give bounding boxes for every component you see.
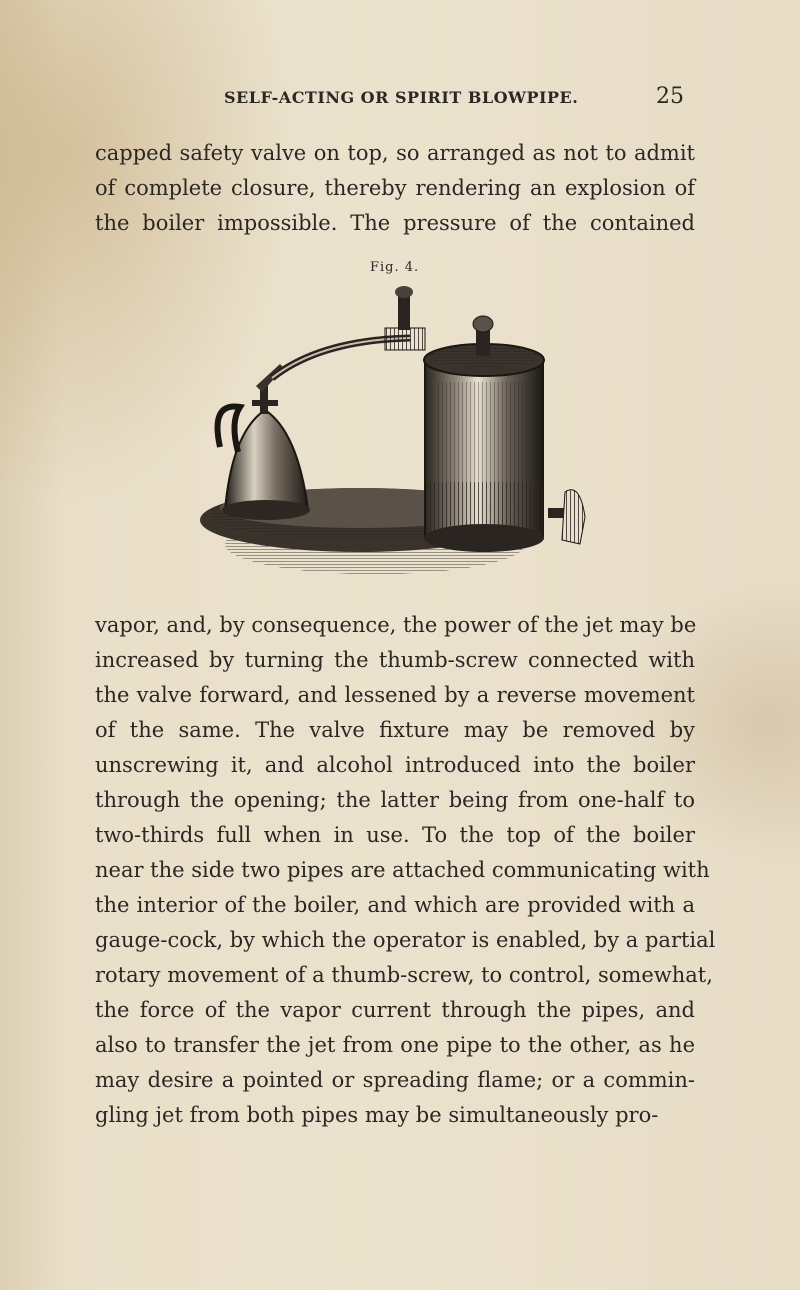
text-line: through the opening; the latter being from one-half to — [95, 788, 695, 812]
text-line: also to transfer the jet from one pipe to the other, as he — [95, 1033, 695, 1057]
text-line: the boiler impossible. The pressure of the contained — [95, 211, 695, 235]
text-line: may desire a pointed or spreading flame; or a commin- — [95, 1068, 695, 1092]
running-head: SELF-ACTING OR SPIRIT BLOWPIPE. — [224, 88, 579, 107]
text-line: the force of the vapor current through the pipes, and — [95, 998, 695, 1022]
text-line: of the same. The valve fixture may be removed by — [95, 718, 695, 742]
text-line: the valve forward, and lessened by a reverse movement — [95, 683, 695, 707]
text-line: rotary movement of a thumb-screw, to control, somewhat, — [95, 963, 713, 987]
text-line: gauge-cock, by which the operator is enabled, by a partial — [95, 928, 716, 952]
page-number: 25 — [656, 84, 684, 109]
text-line: two-thirds full when in use. To the top of the boiler — [95, 823, 695, 847]
text-line: capped safety valve on top, so arranged as not to admit — [95, 141, 695, 165]
paragraph-bottom — [95, 608, 716, 1133]
text-line: increased by turning the thumb-screw connected with — [95, 648, 695, 672]
blowpipe-illustration — [170, 282, 610, 582]
paragraph-top — [95, 136, 695, 241]
text-line: gling jet from both pipes may be simultaneously pro- — [95, 1103, 659, 1127]
text-line: unscrewing it, and alcohol introduced into the boiler — [95, 753, 695, 777]
text-line: the interior of the boiler, and which are provided with a — [95, 893, 695, 917]
text-line: near the side two pipes are attached communicating with — [95, 858, 710, 882]
figure-label: Fig. 4. — [370, 260, 420, 275]
text-line: vapor, and, by consequence, the power of the jet may be — [95, 613, 697, 637]
text-line: of complete closure, thereby rendering an explosion of — [95, 176, 695, 200]
